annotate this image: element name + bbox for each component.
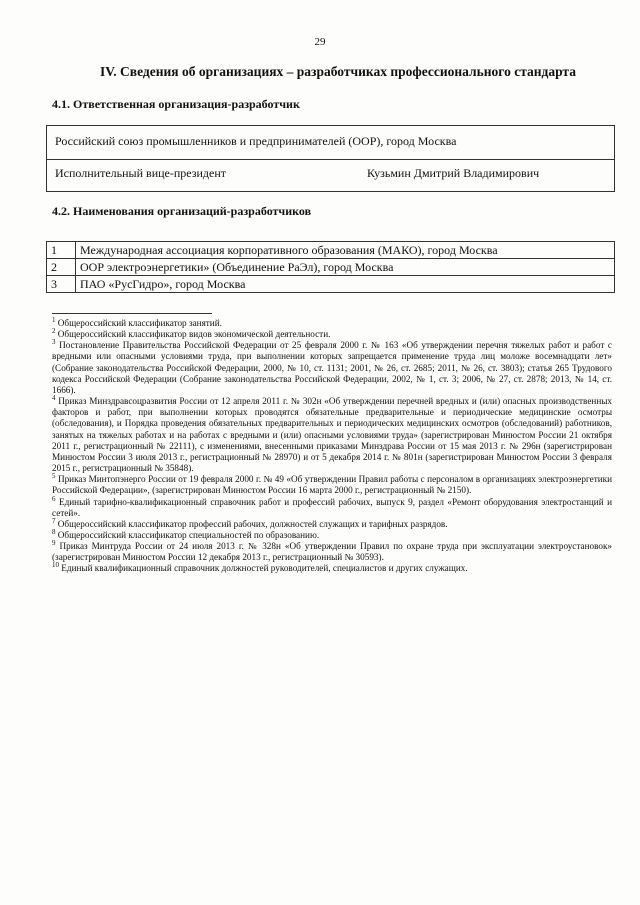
footnote-mark: 9	[52, 539, 56, 548]
footnote-mark: 5	[52, 472, 56, 481]
footnote-text: Общероссийский классификатор занятий.	[57, 318, 222, 328]
footnote	[52, 474, 612, 496]
footnote-mark: 2	[52, 327, 56, 336]
page-number: 29	[314, 36, 326, 48]
table-row	[47, 276, 615, 293]
footnote	[52, 516, 612, 530]
footnote	[52, 340, 612, 396]
footnote-text: Единый квалификационный справочник должностей руководителей, специалистов и других служащих.	[61, 563, 468, 574]
footnotes	[52, 315, 613, 575]
footnote-mark: 8	[52, 527, 56, 536]
footnote	[52, 396, 612, 474]
section-title: IV. Сведения об организациях – разработчиках профессионального стандарта	[100, 64, 576, 79]
footnote-text: Приказ Минтопэнерго России от 19 февраля 2000 г. № 49 «Об утверждении Правил работы с персоналом в организациях электроэнергетики Российской Федерации», (зарегистрирован Минюстом России 16 марта 2000 г., регистрационный № 2150).	[52, 474, 613, 496]
footnote-mark: 4	[52, 394, 56, 403]
footnote-separator	[52, 313, 212, 314]
developers-table	[46, 241, 615, 293]
footnote-mark: 10	[52, 561, 59, 570]
responsible-position: Исполнительный вице-президент	[55, 166, 227, 180]
footnote	[52, 315, 612, 329]
footnote-mark: 3	[52, 338, 56, 347]
footnote-text: Приказ Минздравсоцразвития России от 12 апреля 2011 г. № 302н «Об утверждении перечней вредных и (или) опасных производственных факторов и работ, при выполнении которых проводятся обязательные предварительные и периодические медицинские осмотры (обследования), и Порядка проведения обязательных предварительных и периодических медицинских осмотров (обследований) работников, занятых на тяжелых работах и на работах с вредными и (или) опасными условиями труда» (зарегистрирован Минюстом России 21 октября 2011 г., регистрационный № 22111), с изменениями, внесенными приказами Минздрава России от 15 мая 2013 г. № 296н (зарегистрирован Минюстом России 3 июля 2013 г., регистрационный № 28970) и от 5 декабря 2014 г. № 801н (зарегистрирован Минюстом России 3 февраля 2015 г., регистрационный № 35848).	[52, 396, 612, 474]
footnote-text: Постановление Правительства Российской Федерации от 25 февраля 2000 г. № 163 «Об утверждении перечня тяжелых работ и работ с вредными или опасными условиями труда, при выполнении которых запрещается применение труда лиц моложе восемнадцати лет» (Собрание законодательства Российской Федерации, 2000, № 10, ст. 1131; 2001, № 26, ст. 2685; 2011, № 26, ст. 3803); статья 265 Трудового кодекса Российской Федерации (Собрание законодательства Российской Федерации, 2002, № 1, ст. 3; 2006, № 27, ст. 2878; 2013, № 14, ст. 1666).	[52, 340, 612, 395]
footnote-mark: 7	[52, 516, 56, 525]
developers-heading: 4.2. Наименования организаций-разработчиков	[52, 204, 312, 218]
responsible-org-table	[46, 125, 615, 192]
row-number: 1	[47, 242, 76, 259]
responsible-person: Кузьмин Дмитрий Владимирович	[367, 166, 540, 180]
footnote	[52, 541, 612, 563]
table-row	[47, 242, 615, 259]
footnote	[52, 329, 612, 340]
footnote	[52, 494, 612, 519]
footnote-mark: 1	[52, 315, 56, 324]
footnote-text: Приказ Минтруда России от 24 июля 2013 г. № 328н «Об утверждении Правил по охране труда при эксплуатации электроустановок» (зарегистрирован Минюстом России 12 декабря 2013 г., регистрационный № 30593).	[52, 541, 613, 563]
footnote-text: Общероссийский классификатор видов экономической деятельности.	[57, 329, 331, 340]
organization-name: ООР электроэнергетики» (Объединение РаЭл), город Москва	[76, 259, 615, 276]
responsible-heading: 4.1. Ответственная организация-разработчик	[52, 97, 300, 111]
footnote-text: Общероссийский классификатор специальностей по образованию.	[57, 529, 320, 540]
table-row	[47, 259, 615, 276]
organization-name: ПАО «РусГидро», город Москва	[76, 276, 615, 293]
footnote-mark: 6	[52, 494, 56, 503]
footnote-text: Общероссийский классификатор профессий рабочих, должностей служащих и тарифных разрядов.	[57, 518, 448, 529]
footnote-text: Единый тарифно-квалификационный справочник работ и профессий рабочих, выпуск 9, раздел «Ремонт оборудования электростанций и сетей».	[52, 496, 612, 518]
footnote	[52, 527, 612, 541]
row-number: 2	[47, 259, 76, 276]
row-number: 3	[47, 276, 76, 293]
organization-name: Международная ассоциация корпоративного образования (МАКО), город Москва	[76, 242, 615, 259]
footnote	[52, 563, 612, 574]
responsible-org-name: Российский союз промышленников и предпринимателей (ООР), город Москва	[55, 134, 457, 148]
